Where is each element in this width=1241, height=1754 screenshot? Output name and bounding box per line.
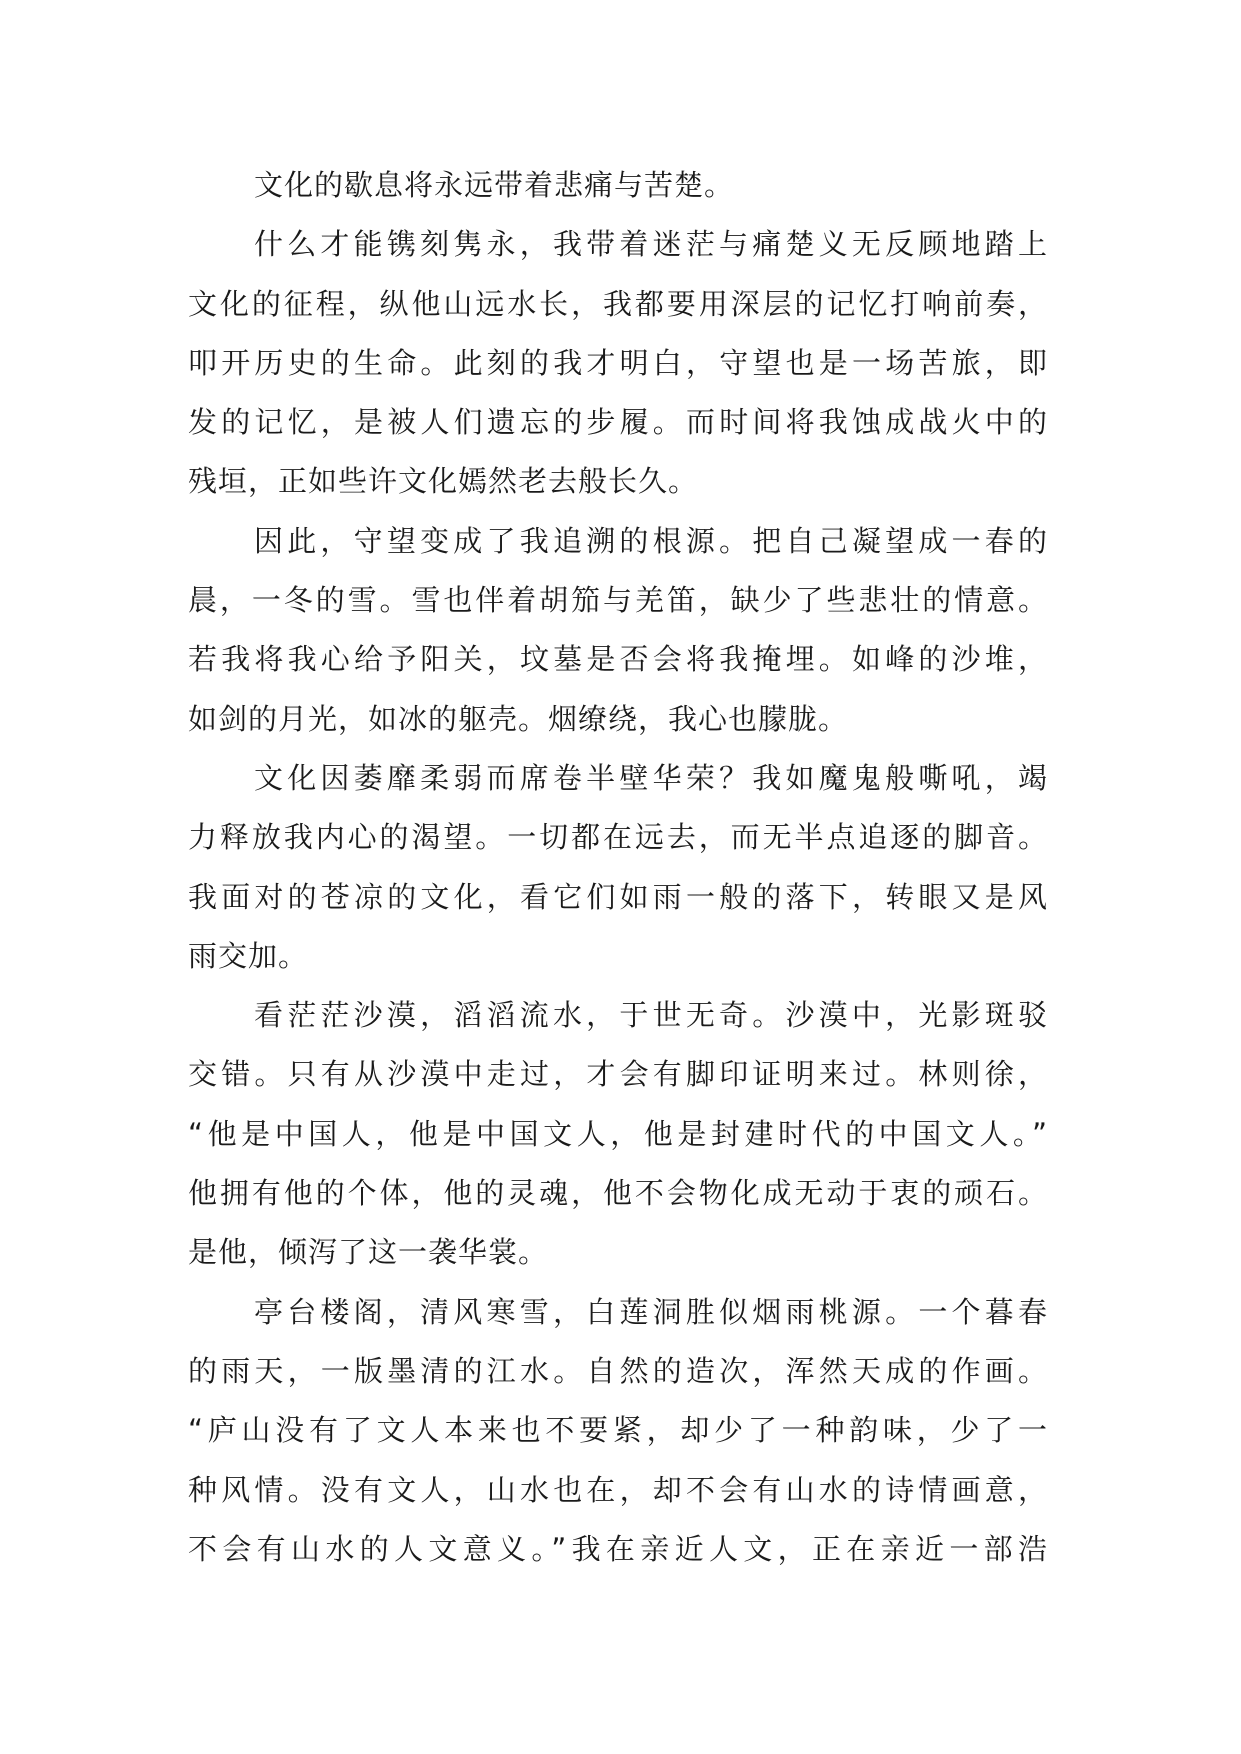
text-line: 叩开历史的生命。此刻的我才明白，守望也是一场苦旅，即 bbox=[188, 345, 1048, 380]
text-line: 发的记忆，是被人们遗忘的步履。而时间将我蚀成战火中的 bbox=[188, 405, 1048, 440]
text-line: “庐山没有了文人本来也不要紧，却少了一种韵味，少了一 bbox=[188, 1413, 1048, 1448]
text-line: 文化的征程，纵他山远水长，我都要用深层的记忆打响前奏， bbox=[188, 286, 1048, 321]
text-line: 种风情。没有文人，山水也在，却不会有山水的诗情画意， bbox=[188, 1472, 1048, 1507]
text-line: 看茫茫沙漠，滔滔流水，于世无奇。沙漠中，光影斑驳 bbox=[254, 998, 1048, 1033]
text-line: 的雨天，一版墨清的江水。自然的造次，浑然天成的作画。 bbox=[188, 1353, 1048, 1388]
text-line: 因此，守望变成了我追溯的根源。把自己凝望成一春的 bbox=[254, 523, 1048, 558]
text-line: 雨交加。 bbox=[188, 938, 309, 973]
text-line: 残垣，正如些许文化嫣然老去般长久。 bbox=[188, 464, 699, 499]
essay-body bbox=[188, 156, 1048, 1579]
text-line: 我面对的苍凉的文化，看它们如雨一般的落下，转眼又是风 bbox=[188, 879, 1048, 914]
text-line: 不会有山水的人文意义。”我在亲近人文，正在亲近一部浩 bbox=[188, 1531, 1048, 1566]
text-line: 力释放我内心的渴望。一切都在远去，而无半点追逐的脚音。 bbox=[188, 820, 1048, 855]
text-line: 交错。只有从沙漠中走过，才会有脚印证明来过。林则徐， bbox=[188, 1057, 1048, 1092]
text-line: 文化因萎靡柔弱而席卷半壁华荣？我如魔鬼般嘶吼，竭 bbox=[254, 760, 1048, 795]
text-line: 什么才能镌刻隽永，我带着迷茫与痛楚义无反顾地踏上 bbox=[254, 227, 1048, 262]
text-line: 文化的歇息将永远带着悲痛与苦楚。 bbox=[254, 168, 735, 202]
text-line: “他是中国人，他是中国文人，他是封建时代的中国文人。” bbox=[188, 1116, 1048, 1151]
text-line: 他拥有他的个体，他的灵魂，他不会物化成无动于衷的顽石。 bbox=[188, 1176, 1048, 1211]
text-line: 若我将我心给予阳关，坟墓是否会将我掩埋。如峰的沙堆， bbox=[188, 642, 1048, 677]
text-line: 如剑的月光，如冰的躯壳。烟缭绕，我心也朦胧。 bbox=[188, 701, 849, 736]
text-line: 亭台楼阁，清风寒雪，白莲洞胜似烟雨桃源。一个暮春 bbox=[254, 1294, 1048, 1329]
text-line: 是他，倾泻了这一袭华裳。 bbox=[188, 1235, 549, 1270]
text-line: 晨，一冬的雪。雪也伴着胡笳与羌笛，缺少了些悲壮的情意。 bbox=[188, 583, 1048, 618]
